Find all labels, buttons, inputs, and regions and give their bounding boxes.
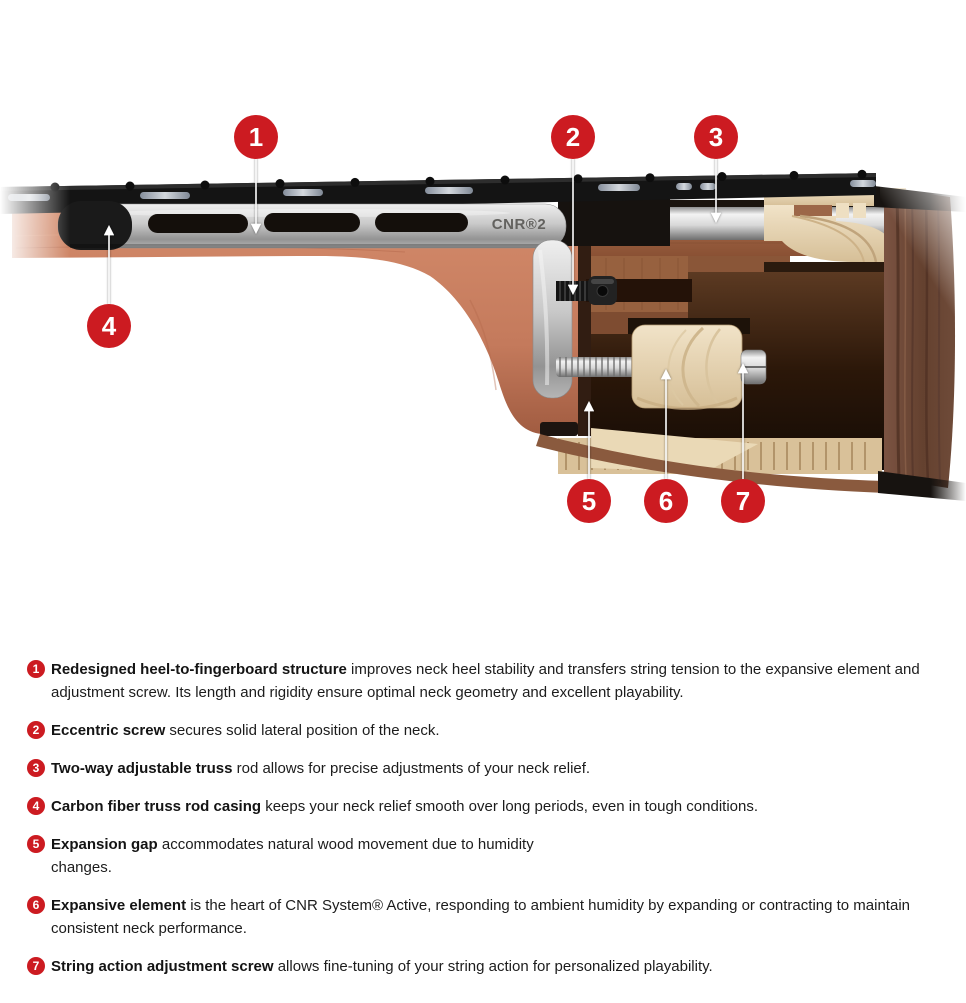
callout-7: 7	[721, 479, 765, 523]
legend-text	[51, 795, 758, 818]
legend-number-badge: 2	[27, 721, 45, 739]
casing-engraving: CNR®2	[491, 216, 547, 233]
legend-item	[27, 719, 936, 742]
truss-casing	[58, 201, 566, 250]
legend-term: Eccentric screw	[51, 722, 166, 739]
legend-description: improves neck heel stability and transfers string tension to the expansive element and adjustment screw. Its length and rigidity ensure optimal neck geometry and excellent playability.	[51, 661, 920, 701]
legend-item	[27, 833, 936, 879]
legend-term: Carbon fiber truss rod casing	[51, 798, 262, 815]
heel-foot	[540, 422, 578, 436]
legend-number-badge: 1	[27, 660, 45, 678]
fade-top-right	[880, 170, 966, 330]
callout-2: 2	[551, 115, 595, 159]
callout-6: 6	[644, 479, 688, 523]
legend-item	[27, 658, 936, 704]
callout-3: 3	[694, 115, 738, 159]
legend-item	[27, 955, 936, 978]
legend-text	[51, 658, 936, 704]
legend-term: String action adjustment screw	[51, 958, 274, 975]
legend-number-badge: 6	[27, 896, 45, 914]
legend-item	[27, 894, 936, 940]
legend-description: accommodates natural wood movement due to humidity changes.	[51, 836, 534, 876]
expansive-element	[628, 318, 750, 409]
legend-number-badge: 5	[27, 835, 45, 853]
legend-term: Expansive element	[51, 897, 187, 914]
legend-text	[51, 894, 936, 940]
legend-description: secures solid lateral position of the neck.	[165, 722, 440, 739]
legend-number-badge: 7	[27, 957, 45, 975]
legend-item	[27, 795, 936, 818]
callout-1: 1	[234, 115, 278, 159]
legend-term: Expansion gap	[51, 836, 158, 853]
tension-adjustment-rod	[556, 357, 642, 377]
legend-description: is the heart of CNR System® Active, responding to ambient humidity by expanding or contracting to maintain consistent neck performance.	[51, 897, 910, 937]
legend-description: allows fine-tuning of your string action for personalized playability.	[273, 958, 713, 975]
legend-item	[27, 757, 936, 780]
left-fade	[0, 160, 70, 550]
callout-5: 5	[567, 479, 611, 523]
legend	[0, 658, 966, 978]
legend-text	[51, 955, 713, 978]
legend-description: rod allows for precise adjustments of your neck relief.	[232, 760, 591, 777]
legend-term: Two-way adjustable truss	[51, 760, 233, 777]
fingerboard-underside-band	[558, 195, 670, 246]
legend-term: Redesigned heel-to-fingerboard structure	[51, 661, 347, 678]
legend-text	[51, 719, 440, 742]
legend-text	[51, 833, 534, 879]
legend-text	[51, 757, 590, 780]
legend-number-badge: 4	[27, 797, 45, 815]
string-action-screw	[741, 350, 766, 384]
legend-number-badge: 3	[27, 759, 45, 777]
callout-4: 4	[87, 304, 131, 348]
legend-description: keeps your neck relief smooth over long periods, even in tough conditions.	[261, 798, 759, 815]
